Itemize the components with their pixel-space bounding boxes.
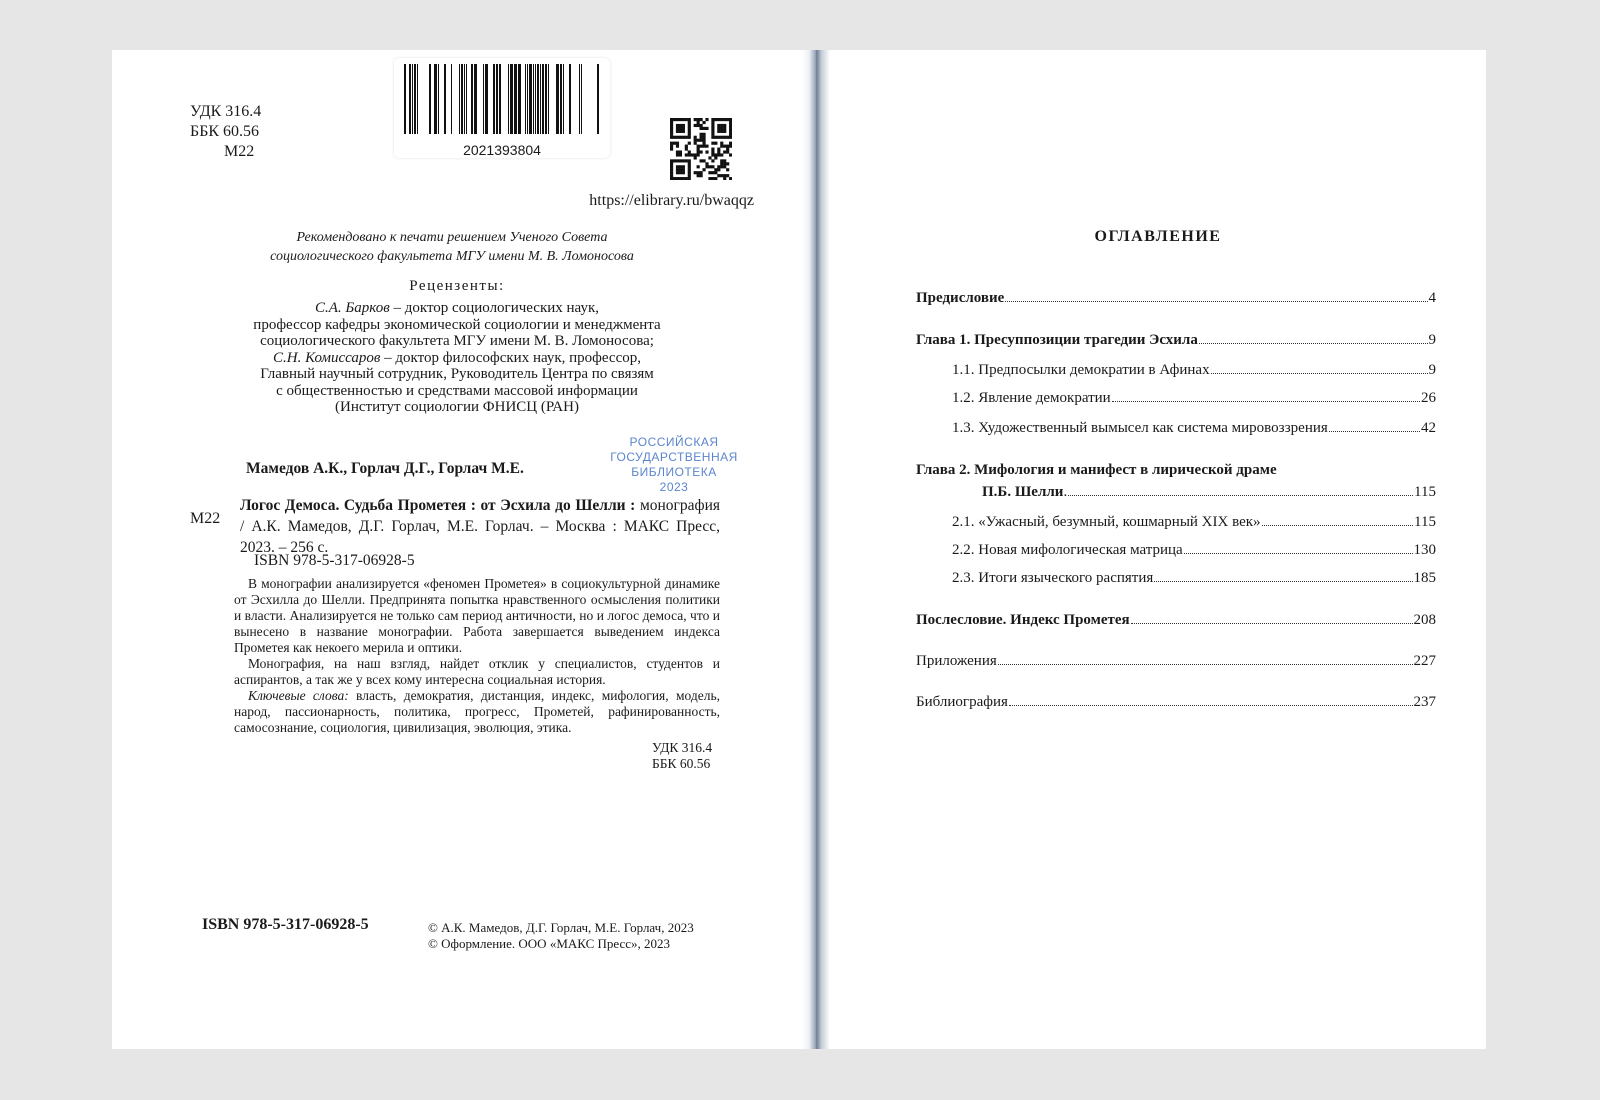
reviewer-text: с общественностью и средствами массовой информации bbox=[276, 382, 638, 399]
toc-leader bbox=[1112, 401, 1420, 402]
stamp-line: ГОСУДАРСТВЕННАЯ bbox=[610, 450, 738, 464]
toc-leader bbox=[1005, 301, 1427, 302]
toc-entry-label: Приложения bbox=[916, 653, 997, 669]
toc-leader bbox=[1184, 553, 1413, 554]
book-details: монография / А.К. Мамедов, Д.Г. Горлач, М.Е. Горлач. – Москва : МАКС Пресс, 2023. – 256 с. bbox=[240, 497, 721, 556]
copyright-line: © А.К. Мамедов, Д.Г. Горлач, М.Е. Горлач, 2023 bbox=[428, 920, 694, 935]
abstract-paragraph: В монографии анализируется «феномен Прометея» в социокультурной динамике от Эсхилла до Шелли. Предпринята попытка нравственного осмысления политики и власти. Анализируется не только сам период античности, но и логос демоса, что и вынесено в название монографии. Работа завершается выведением индекса Прометея как некоего мерила и оптики. bbox=[234, 576, 720, 655]
book-spread bbox=[112, 50, 1486, 1049]
barcode-label bbox=[394, 58, 610, 158]
toc-page-number: 130 bbox=[1413, 542, 1436, 558]
toc-entry-label: . bbox=[1063, 484, 1068, 500]
toc-entry-label: Предисловие bbox=[916, 290, 1005, 306]
reviewers-list bbox=[202, 300, 712, 416]
contents-page bbox=[830, 50, 1486, 1049]
toc-leader bbox=[1211, 373, 1428, 374]
isbn-footer: ISBN 978-5-317-06928-5 bbox=[202, 916, 369, 933]
elibrary-link[interactable]: https://elibrary.ru/bwaqqz bbox=[589, 192, 754, 209]
copyright-line: © Оформление. ООО «МАКС Пресс», 2023 bbox=[428, 936, 671, 951]
reviewer-text: социологического факультета МГУ имени М. В. Ломоносова; bbox=[260, 333, 654, 349]
toc-entry-label: 1.1. Предпосылки демократии в Афинах bbox=[952, 362, 1210, 378]
stamp-line: РОССИЙСКАЯ bbox=[629, 435, 719, 449]
keywords-label: Ключевые слова: bbox=[248, 688, 349, 703]
toc-page-number: 208 bbox=[1413, 612, 1436, 628]
toc-page-number: 115 bbox=[1414, 484, 1436, 500]
toc-leader bbox=[1262, 525, 1414, 526]
qr-code-icon bbox=[670, 118, 732, 185]
bbk-code: ББК 60.56 bbox=[190, 123, 260, 140]
toc-entry-label: 1.3. Художественный вымысел как система мировоззрения bbox=[952, 420, 1328, 436]
toc-entry[interactable] bbox=[916, 612, 1436, 629]
toc-entry-label: П.Б. Шелли bbox=[982, 484, 1064, 500]
toc-entry-label: 2.3. Итоги языческого распятия bbox=[952, 570, 1154, 586]
reviewer-name: С.А. Барков bbox=[314, 300, 390, 316]
toc-leader bbox=[1068, 495, 1413, 496]
toc-entry[interactable] bbox=[952, 390, 1436, 407]
toc-entry[interactable] bbox=[916, 694, 1436, 711]
udk-code: УДК 316.4 bbox=[652, 740, 713, 755]
bbk-code: ББК 60.56 bbox=[652, 756, 711, 771]
toc-page-number: 42 bbox=[1421, 420, 1436, 436]
toc-page-number: 185 bbox=[1413, 570, 1436, 586]
toc-entry-label: Глава 2. Мифология и манифест в лирической драме bbox=[916, 462, 1277, 478]
classification-footer bbox=[652, 740, 712, 772]
authors-heading: Мамедов А.К., Горлач Д.Г., Горлач М.Е. bbox=[246, 460, 524, 477]
reviewer-text: – доктор социологических наук, bbox=[389, 300, 599, 316]
reviewer-text: (Институт социологии ФНИСЦ (РАН) bbox=[335, 399, 579, 415]
toc-entry-label: 2.1. «Ужасный, безумный, кошмарный XIX век» bbox=[952, 514, 1261, 530]
book-gutter bbox=[802, 50, 830, 1049]
abstract bbox=[234, 576, 720, 736]
toc-entry[interactable] bbox=[952, 420, 1436, 437]
barcode-number: 2021393804 bbox=[463, 142, 541, 158]
toc-leader bbox=[998, 664, 1413, 665]
toc-entry-label: Библиография bbox=[916, 694, 1008, 710]
keywords: власть, демократия, дистанция, индекс, мифология, модель, народ, пассионарность, политика, прогресс, Прометей, рафинированность, самосознание, социология, цивилизация, эволюция, этика. bbox=[234, 688, 720, 735]
toc-page-number: 9 bbox=[1428, 332, 1436, 348]
toc-page-number: 4 bbox=[1428, 290, 1436, 306]
reviewers-heading: Рецензенты: bbox=[409, 278, 505, 294]
toc-entry[interactable] bbox=[916, 653, 1436, 670]
library-stamp bbox=[609, 435, 739, 495]
isbn-record: ISBN 978-5-317-06928-5 bbox=[254, 552, 415, 569]
reviewer-text: – доктор философских наук, профессор, bbox=[380, 349, 641, 366]
toc-leader bbox=[1154, 581, 1412, 582]
toc-leader bbox=[1131, 623, 1413, 624]
classification-block bbox=[190, 102, 261, 162]
book-title: Логос Демоса. Судьба Прометея : от Эсхила до Шелли : bbox=[240, 497, 636, 514]
stamp-line: 2023 bbox=[659, 480, 689, 494]
toc-page-number: 26 bbox=[1421, 390, 1436, 406]
toc-leader bbox=[1199, 343, 1428, 344]
toc-title: ОГЛАВЛЕНИЕ bbox=[1094, 228, 1222, 245]
imprint-page bbox=[112, 50, 802, 1049]
copyright-block bbox=[428, 920, 694, 952]
recommendation-line: социологического факультета МГУ имени М. В. Ломоносова bbox=[270, 249, 634, 264]
toc-leader bbox=[1329, 431, 1420, 432]
toc-page-number: 115 bbox=[1414, 514, 1436, 530]
reviewer-text: профессор кафедры экономической социологии и менеджмента bbox=[253, 316, 661, 333]
recommendation-line: Рекомендовано к печати решением Ученого Совета bbox=[296, 230, 608, 245]
toc-entry[interactable] bbox=[916, 332, 1436, 349]
side-code: М22 bbox=[190, 510, 221, 527]
toc-entry-label: 2.2. Новая мифологическая матрица bbox=[952, 542, 1183, 558]
udk-code: УДК 316.4 bbox=[190, 103, 262, 120]
stamp-line: БИБЛИОТЕКА bbox=[631, 465, 717, 479]
bibliographic-record bbox=[240, 495, 720, 558]
barcode-icon bbox=[398, 60, 606, 140]
toc-entry[interactable] bbox=[952, 570, 1436, 587]
reviewer-text: Главный научный сотрудник, Руководитель Центра по связям bbox=[260, 366, 654, 382]
toc-page-number: 237 bbox=[1413, 694, 1436, 710]
toc-entry[interactable] bbox=[916, 290, 1436, 307]
recommendation-note bbox=[222, 228, 682, 266]
toc-entry[interactable] bbox=[952, 514, 1436, 531]
toc-entry-label: Глава 1. Пресуппозиции трагедии Эсхила bbox=[916, 332, 1198, 348]
toc-page-number: 227 bbox=[1413, 653, 1436, 669]
toc-entry[interactable] bbox=[952, 362, 1436, 379]
toc-page-number: 9 bbox=[1428, 362, 1436, 378]
toc-entry[interactable] bbox=[952, 542, 1436, 559]
toc-entry[interactable] bbox=[982, 484, 1436, 501]
toc-entry-label: 1.2. Явление демократии bbox=[952, 390, 1111, 406]
author-code: М22 bbox=[224, 143, 255, 160]
reviewer-name: С.Н. Комиссаров bbox=[272, 349, 381, 366]
toc-leader bbox=[1009, 705, 1413, 706]
abstract-paragraph: Монография, на наш взгляд, найдет отклик у специалистов, студентов и аспирантов, а так же у всех кому интересна социальная история. bbox=[234, 656, 720, 687]
toc-entry-label: Послесловие. Индекс Прометея bbox=[916, 612, 1130, 628]
